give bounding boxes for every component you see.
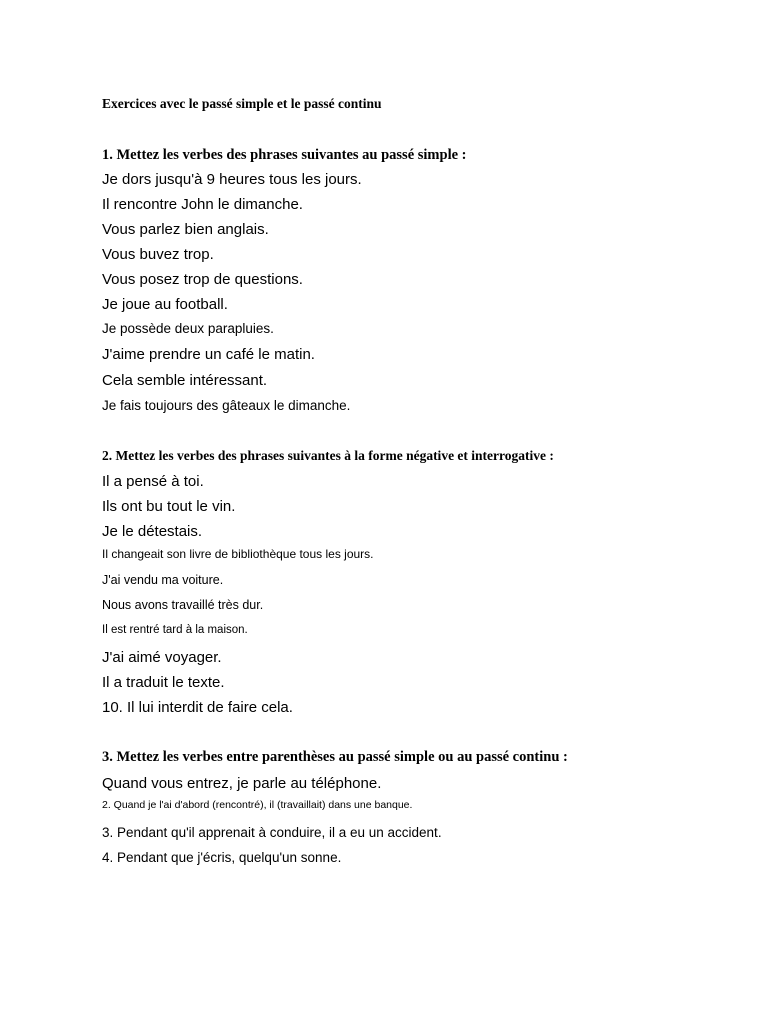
section-2-line: J'ai vendu ma voiture.	[102, 573, 224, 587]
section-3-line: 2. Quand je l'ai d'abord (rencontré), il (travaillait) dans une banque.	[102, 799, 413, 811]
section-2-line: Il a pensé à toi.	[102, 473, 204, 490]
section-3-heading: 3. Mettez les verbes entre parenthèses au passé simple ou au passé continu :	[102, 749, 568, 765]
section-2-line: J'ai aimé voyager.	[102, 649, 222, 666]
section-1-line: Cela semble intéressant.	[102, 372, 268, 389]
section-1-line: Je possède deux parapluies.	[102, 321, 274, 336]
section-3-line: 3. Pendant qu'il apprenait à conduire, il a eu un accident.	[102, 825, 442, 840]
section-1-line: Vous posez trop de questions.	[102, 271, 303, 288]
section-1-line: Je dors jusqu'à 9 heures tous les jours.	[102, 171, 362, 188]
section-1-line: Il rencontre John le dimanche.	[102, 196, 303, 213]
section-2-line: Nous avons travaillé très dur.	[102, 598, 264, 612]
section-2-line: Il est rentré tard à la maison.	[102, 624, 248, 636]
section-2-line: Il a traduit le texte.	[102, 674, 225, 691]
section-3-line: Quand vous entrez, je parle au téléphone.	[102, 775, 382, 792]
section-1-heading: 1. Mettez les verbes des phrases suivantes au passé simple :	[102, 147, 467, 163]
section-1-line: Vous buvez trop.	[102, 246, 214, 263]
section-1-line: Je joue au football.	[102, 296, 228, 313]
section-3-line: 4. Pendant que j'écris, quelqu'un sonne.	[102, 850, 342, 865]
document-title: Exercices avec le passé simple et le passé continu	[102, 96, 382, 111]
section-2-heading: 2. Mettez les verbes des phrases suivantes à la forme négative et interrogative :	[102, 448, 554, 463]
section-2-line: Il changeait son livre de bibliothèque tous les jours.	[102, 547, 374, 561]
section-2-line: 10. Il lui interdit de faire cela.	[102, 699, 293, 716]
section-1-line: Je fais toujours des gâteaux le dimanche.	[102, 398, 351, 413]
section-1-line: J'aime prendre un café le matin.	[102, 346, 315, 363]
section-1-line: Vous parlez bien anglais.	[102, 221, 269, 238]
section-2-line: Ils ont bu tout le vin.	[102, 498, 236, 515]
section-2-line: Je le détestais.	[102, 523, 203, 540]
